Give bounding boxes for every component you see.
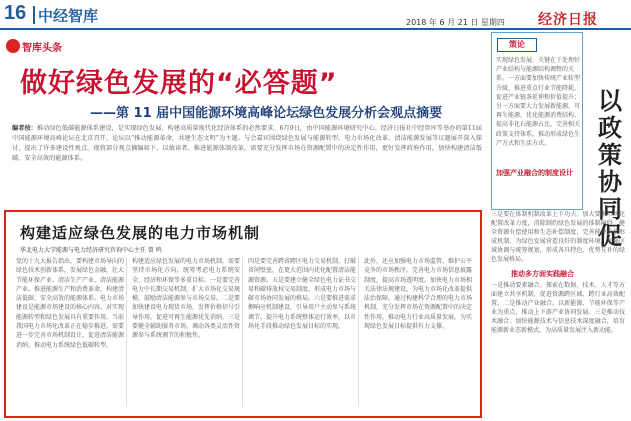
sidebar-tag bbox=[497, 38, 537, 52]
column-divider bbox=[242, 257, 243, 407]
editor-note-text: 推动绿色低碳能源体系建设，是实现绿色发展、构建高质量现代化经济体系的必然要求。6月9日，由中国能源环境研究中心、经济日报社中经智库等举办的第11届中国能源环境高峰论坛在北京召开，论坛以“推动能源革命，共建生态文明”为主题。与会嘉宾围绕绿色发展与能源转型、电力市场化改革、清洁能源发展等议题展开深入探讨，提出了许多建设性观点。现将部分观点摘编如下，以飨读者。推进能源体制改革，需要充分发挥市场在资源配置中的决定性作用，更好发挥政府作用，加快构建清洁低碳、安全高效的能源体系。 bbox=[12, 125, 482, 162]
article-byline: 华北电力大学能源与电力经济研究咨询中心主任 曾 鸣 bbox=[20, 247, 162, 254]
featured-article bbox=[4, 210, 482, 418]
right-column-paragraph: 三是要在体制机制改革上下功夫。加大要素市场化配置改革力度，消除制约绿色发展的体制障碍，健全资源有偿使用和生态补偿制度，完善能源价格形成机制，为绿色发展营造良好的制度环境。加强区域协调与统筹规划，形成各具特色、优势互补的绿色发展格局。 bbox=[491, 211, 625, 264]
page-number: 16 bbox=[4, 2, 27, 24]
header-divider bbox=[33, 6, 35, 24]
sidebar-heading: 加强产业融合的制度设计 bbox=[496, 169, 573, 177]
column-tag bbox=[6, 38, 78, 54]
right-column-text bbox=[491, 210, 625, 418]
newspaper-logo: 经济日报 bbox=[538, 12, 598, 28]
column-divider bbox=[358, 257, 359, 407]
sidebar-text: 实现绿色发展，关键在于处理好产业结构与能源结构调整的关系。一方面要加快传统产业转型升级，推进重点行业节能降耗，促进产业链条延伸和价值提升；另一方面要大力发展新能源、可再生能源，优化能源消费结构，提高非化石能源占比，完善相关政策支持体系，推动形成绿色生产方式和生活方式。 bbox=[496, 57, 580, 147]
main-subtitle: ——第 11 届中国能源环境高峰论坛绿色发展分析会观点摘要 bbox=[90, 106, 443, 121]
issue-date: 2018 年 6 月 21 日 星期四 bbox=[406, 18, 505, 27]
tag-dot-icon bbox=[6, 39, 20, 53]
page-header bbox=[0, 0, 631, 30]
article-column-4: 此外，还应加强电力市场监管，维护公平竞争的市场秩序。完善电力市场信息披露制度，提高市场透明度。加快电力市场相关法律法规建设，为电力市场化改革提供法治保障。通过构建科学合理的电力市场机制，充分发挥市场在资源配置中的决定性作用，推动电力行业高质量发展，为实现绿色发展目标提供有力支撑。 bbox=[364, 258, 472, 331]
article-column-1: 党的十九大报告指出，要构建市场导向的绿色技术创新体系，发展绿色金融，壮大节能环保产业、清洁生产产业、清洁能源产业。推进能源生产和消费革命，构建清洁低碳、安全高效的能源体系。电力市场建设是能源市场建设的核心内容，对实现能源转型和绿色发展具有重要作用。当前我国电力市场化改革正在稳步推进，需要进一步完善市场机制设计，促进清洁能源消纳，推动电力系统绿色低碳转型。 bbox=[16, 258, 124, 349]
article-column-2: 构建适应绿色发展的电力市场机制，需要坚持市场化方向，统筹考虑电力系统安全、经济和环保等多重目标。一是要完善电力中长期交易机制，扩大市场化交易规模，鼓励清洁能源参与市场交易。二是要加快建设电力现货市场，发挥价格信号引导作用，促进可再生能源优先消纳。三是要健全辅助服务市场，调动各类灵活性资源参与系统调节的积极性。 bbox=[132, 258, 240, 340]
right-column-paragraph: 一是推动要素融合。探索在数据、技术、人才等方面建立共享机制，促进资源跨区域、跨行业高效配置。二是推动产业融合。以新能源、节能环保等产业为重点，推动上下游产业协同发展。三是推动技术融合。加快能源技术与信息技术深度融合，培育能源新业态新模式，为高质量发展注入新动能。 bbox=[491, 281, 625, 335]
vertical-headline: 以政策协同促 bbox=[598, 87, 622, 250]
right-column-heading: 推动多方面实践融合 bbox=[511, 269, 574, 278]
column-tag-label: 智库头条 bbox=[22, 43, 62, 54]
article-title: 构建适应绿色发展的电力市场机制 bbox=[20, 224, 261, 242]
column-divider bbox=[126, 257, 127, 407]
article-column-3: 四是要完善跨省跨区电力交易机制，打破省间壁垒，在更大范围内优化配置清洁能源资源。五是要建立健全绿色电力证书交易和碳排放权交易制度，形成电力市场与碳市场协同发展的格局。六是要推进需求侧响应机制建设，引导用户主动参与系统调节，提升电力系统整体运行效率，以市场化手段推动绿色发展目标的实现。 bbox=[248, 258, 356, 331]
section-name: 中经智库 bbox=[38, 7, 99, 25]
sidebar-tag-label: 策论 bbox=[509, 40, 525, 49]
editor-note bbox=[12, 124, 482, 206]
main-headline: 做好绿色发展的“必答题” bbox=[20, 68, 338, 99]
editor-note-lead: 编者按： bbox=[12, 125, 37, 132]
